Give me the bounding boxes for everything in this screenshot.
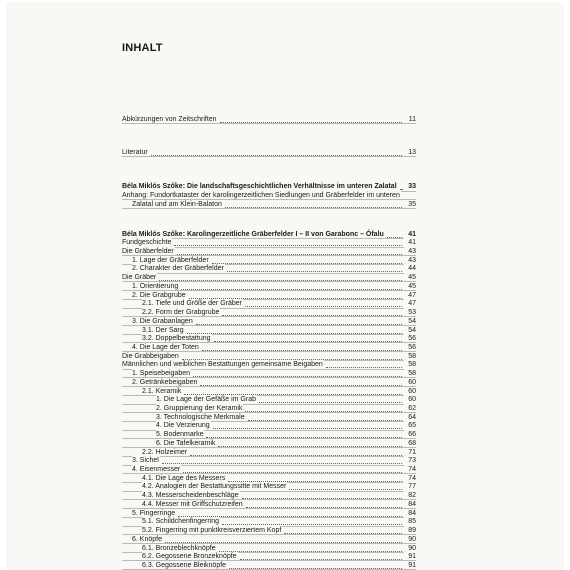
toc-entry-title: 6. Knöpfe <box>132 535 162 543</box>
toc-entry-page: 54 <box>404 326 416 335</box>
toc-entry-page: 33 <box>404 182 416 191</box>
toc-entry-page: 41 <box>404 238 416 247</box>
toc-entry-title: 2.1. Keramik <box>142 387 182 395</box>
toc-entry-title: Zalatal und am Klein-Balaton <box>132 200 222 208</box>
toc-entry-title: 5.1. Schildchenfingerring <box>142 518 220 526</box>
toc-entry-title: 5. Bodenmarke <box>156 431 204 439</box>
toc-entry-title: 3.1. Der Sarg <box>142 326 184 334</box>
toc-entry-title: 6.2. Gegossene Bronzeknöpfe <box>142 553 237 561</box>
separator-line <box>122 156 416 157</box>
toc-entry-page: 13 <box>404 148 416 157</box>
toc-entry-title: 1. Die Lage der Gefäße im Grab <box>156 396 256 404</box>
toc-entry-title: 4.2. Analogien der Bestattungssitte mit Messer <box>142 483 287 491</box>
toc-entry-page: 58 <box>404 360 416 369</box>
toc-entry-title: 6.1. Bronzeblechknöpfe <box>142 544 216 552</box>
toc-entry-page: 44 <box>404 264 416 273</box>
toc-entry-page: 45 <box>404 282 416 291</box>
toc-entry-title: 4. Die Verzierung <box>156 422 210 430</box>
toc-entry-title: 4.1. Die Lage des Messers <box>142 474 226 482</box>
toc-entry-title: 6.3. Gegossene Bleiknöpfe <box>142 561 227 569</box>
toc-entry-page: 90 <box>404 535 416 544</box>
toc-entry-title: 2.1. Tiefe und Größe der Gräber <box>142 300 242 308</box>
toc-entry-page: 71 <box>404 448 416 457</box>
toc-entry-title: Die Gräber <box>122 274 157 282</box>
toc-entry-title: 2. Getränkebeigaben <box>132 378 198 386</box>
toc-entry-title: 4.4. Messer mit Griffschutzreifen <box>142 500 243 508</box>
toc-entry-title: Abkürzungen von Zeitschriften <box>122 116 217 123</box>
toc-entry-page: 74 <box>404 465 416 474</box>
toc-entry-title: 2.2. Holzeimer <box>142 448 188 456</box>
toc-entry-page: 60 <box>404 387 416 396</box>
toc-entry-title: Die Gräberfelder <box>122 248 174 256</box>
toc-entry-page: 60 <box>404 378 416 387</box>
toc-entry-title: 1. Speisebeigaben <box>132 370 190 378</box>
toc-entry-page: 85 <box>404 517 416 526</box>
toc-entry-page: 68 <box>404 439 416 448</box>
toc-entry-page: 60 <box>404 395 416 404</box>
toc-entry-title: 5.2. Fingerring mit punktkreisverziertem Kopf <box>142 527 282 535</box>
toc-entry-title: 3. Sichel <box>132 457 159 465</box>
toc-entry-page: 74 <box>404 474 416 483</box>
toc-entry-page: 47 <box>404 291 416 300</box>
toc-entry-page: 56 <box>404 343 416 352</box>
toc-entry-page: 84 <box>404 500 416 509</box>
toc-entry-title: 3. Technologische Merkmale <box>156 413 245 421</box>
toc-entry-title: Die Grabbeigaben <box>122 352 179 360</box>
toc-entry-title: 2. Charakter der Gräberfelder <box>132 265 224 273</box>
toc-entry-page: 62 <box>404 404 416 413</box>
book-page <box>8 4 562 570</box>
toc-entry-title: 6. Die Tafelkeramik <box>156 439 216 447</box>
toc-entry-page: 43 <box>404 247 416 256</box>
toc-entry-page: 11 <box>404 115 416 124</box>
toc-entry-title: 1. Orientierung <box>132 282 179 290</box>
toc-entry-page: 41 <box>404 230 416 239</box>
toc-entry-title: 3.2. Doppelbestattung <box>142 335 211 343</box>
toc-entry-page: 82 <box>404 491 416 500</box>
toc-entry-page: 73 <box>404 456 416 465</box>
toc-entry-title: 4. Eisenmesser <box>132 466 181 474</box>
toc-entry-title: 4. Die Lage der Toten <box>132 343 199 351</box>
toc-entry-title: Literatur <box>122 148 148 156</box>
toc-entry-page: 77 <box>404 482 416 491</box>
toc-entry-title: Fundgeschichte <box>122 239 172 247</box>
toc-entry-page: 90 <box>404 544 416 553</box>
toc-entry-title: Männlichen und weiblichen Bestattungen gemeinsame Beigaben <box>122 361 323 369</box>
toc-entry-page: 53 <box>404 308 416 317</box>
toc-entry-page: 58 <box>404 352 416 361</box>
toc-entry-title: 3. Die Grabanlagen <box>132 317 193 325</box>
toc-entry-title: 2. Die Grabgrube <box>132 291 186 299</box>
separator-line <box>122 208 416 209</box>
toc-entry-title: 2. Gruppierung der Keramik <box>156 405 243 412</box>
toc-entry-page: 43 <box>404 256 416 265</box>
toc-entry-page: 56 <box>404 334 416 343</box>
toc-entry-title: Béla Miklós Szőke: Karolingerzeitliche Gräberfelder I – II von Garabonc – Ófalu <box>122 230 384 238</box>
toc-entry-title: 4.3. Messerscheidenbeschläge <box>142 492 239 500</box>
toc-entry-page: 45 <box>404 273 416 282</box>
toc-entry-title: 2.2. Form der Grabgrube <box>142 309 220 317</box>
page-title: INHALT <box>122 42 163 54</box>
toc-entry-page: 58 <box>404 369 416 378</box>
toc-entry-page: 65 <box>404 421 416 430</box>
toc-entry-page: 64 <box>404 413 416 422</box>
toc-entry-title: 1. Lage der Gräberfelder <box>132 256 209 264</box>
toc-entry-title: Anhang: Fundortkataster der karolingerzeitlichen Siedlungen und Gräberfelder im unteren <box>122 192 400 200</box>
toc-entry-title: Béla Miklós Szőke: Die landschaftsgeschichtlichen Verhältnisse im unteren Zalatal <box>122 183 397 191</box>
toc-entry-page: 66 <box>404 430 416 439</box>
toc-entry-page: 54 <box>404 317 416 326</box>
toc-entry-page: 91 <box>404 552 416 561</box>
toc-entry-page: 89 <box>404 526 416 535</box>
toc-entry-page: 47 <box>404 299 416 308</box>
separator-line <box>122 123 416 124</box>
toc-entry-page: 91 <box>404 561 416 570</box>
toc-entry-page: 35 <box>404 200 416 209</box>
toc-entry-title: 5. Fingerringe <box>132 509 176 517</box>
toc-entry-page: 84 <box>404 509 416 518</box>
